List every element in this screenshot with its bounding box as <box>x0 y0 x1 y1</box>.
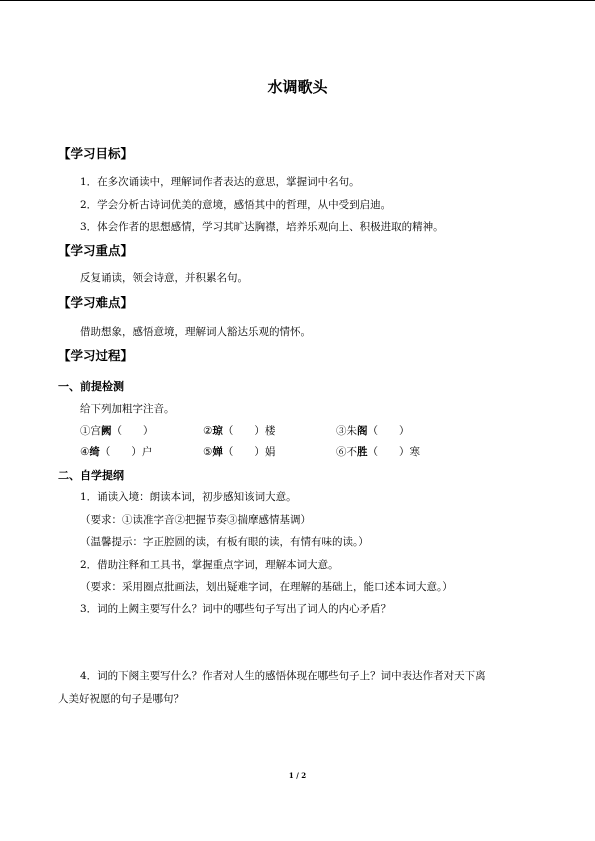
outline-line-6: 3．词的上阙主要写什么？词中的哪些句子写出了词人的内心矛盾？ <box>80 603 392 615</box>
pinyin-item-2: ②琼（ ）楼 <box>203 425 276 437</box>
page-number: 1 / 2 <box>288 771 307 780</box>
goal-item-1: 1．在多次诵读中，理解词作者表达的意思，掌握词中名句。 <box>80 176 360 188</box>
pinyin-item-4: ④绮（ ）户 <box>80 446 153 458</box>
pinyin-item-1: ①宫阙（ ） <box>80 425 154 437</box>
outline-line-5: （要求：采用圈点批画法，划出疑难字词，在理解的基础上，能口述本词大意。） <box>80 581 453 593</box>
page-title: 水调歌头 <box>267 78 328 96</box>
goal-item-2: 2．学会分析古诗词优美的意境，感悟其中的哲理，从中受到启迪。 <box>80 199 392 211</box>
outline-line-4: 2．借助注释和工具书，掌握重点字词，理解本词大意。 <box>80 559 339 571</box>
difficulties-text: 借助想象，感悟意境，理解词人豁达乐观的情怀。 <box>80 326 311 338</box>
key-points-heading: 【学习重点】 <box>58 243 134 258</box>
top-border-line <box>0 0 595 1</box>
pinyin-item-6: ⑥不胜（ ）寒 <box>336 446 420 458</box>
question-4-line-1: 4．词的下阕主要写什么？作者对人生的感悟体现在哪些句子上？词中表达作者对天下离 <box>80 670 486 682</box>
outline-line-2: （要求：①读准字音②把握节奏③揣摩感情基调） <box>80 514 311 526</box>
goal-item-3: 3．体会作者的思想感情，学习其旷达胸襟，培养乐观向上、积极进取的精神。 <box>80 221 444 233</box>
pinyin-item-5: ⑤婵（ ）娟 <box>203 446 276 458</box>
pinyin-item-3: ③朱阁（ ） <box>336 425 410 437</box>
goals-heading: 【学习目标】 <box>58 146 134 161</box>
outline-line-3: （温馨提示：字正腔圆的读，有板有眼的读，有情有味的读。） <box>80 536 369 548</box>
difficulties-heading: 【学习难点】 <box>58 295 134 310</box>
key-points-text: 反复诵读，领会诗意，并积累名句。 <box>80 272 248 284</box>
part1-instruction: 给下列加粗字注音。 <box>80 403 175 415</box>
outline-line-1: 1．诵读入境：朗读本词，初步感知该词大意。 <box>80 491 297 503</box>
process-heading: 【学习过程】 <box>58 348 134 363</box>
part1-title: 一、前提检测 <box>58 380 124 393</box>
part2-title: 二、自学提纲 <box>58 469 124 482</box>
question-4-line-2: 人美好祝愿的句子是哪句？ <box>58 693 184 705</box>
